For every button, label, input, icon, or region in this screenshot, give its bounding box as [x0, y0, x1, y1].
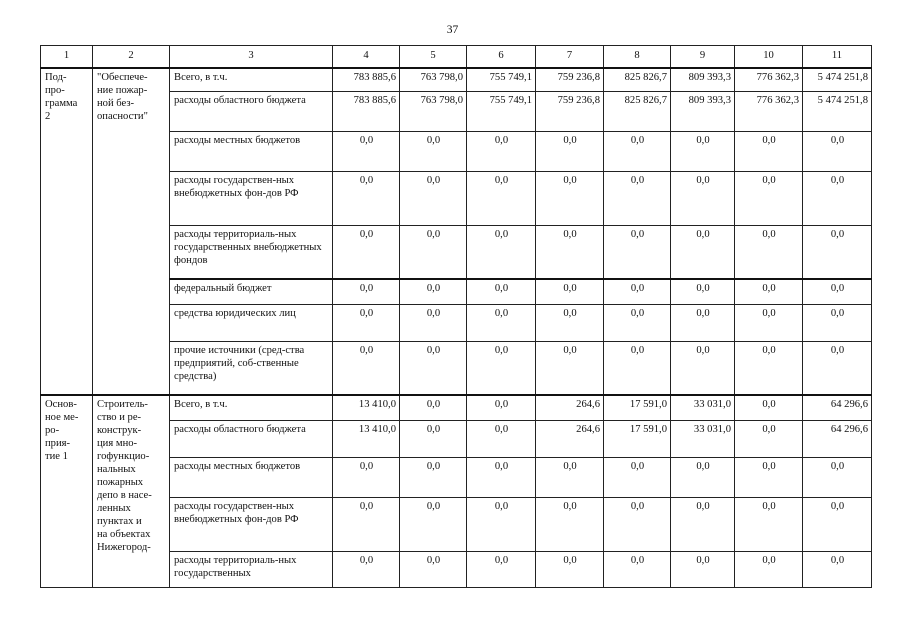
- value-cell: 0,0: [333, 457, 400, 497]
- value-cell: 0,0: [671, 304, 735, 341]
- value-cell: 0,0: [400, 497, 467, 551]
- value-cell: 0,0: [467, 341, 536, 395]
- value-cell: 0,0: [735, 279, 803, 304]
- funding-source-label: Всего, в т.ч.: [170, 395, 333, 420]
- value-cell: 0,0: [536, 131, 604, 171]
- section-code-cell: Основ- ное ме- ро- прия- тие 1: [41, 395, 93, 587]
- value-cell: 0,0: [536, 341, 604, 395]
- value-cell: 0,0: [671, 341, 735, 395]
- value-cell: 0,0: [467, 420, 536, 457]
- value-cell: 0,0: [803, 497, 872, 551]
- value-cell: 0,0: [735, 304, 803, 341]
- value-cell: 0,0: [735, 171, 803, 225]
- header-cell: 2: [93, 46, 170, 69]
- funding-source-label: средства юридических лиц: [170, 304, 333, 341]
- value-cell: 0,0: [333, 279, 400, 304]
- header-row: [41, 46, 872, 69]
- value-cell: 0,0: [671, 171, 735, 225]
- header-cell: 3: [170, 46, 333, 69]
- value-cell: 33 031,0: [671, 420, 735, 457]
- value-cell: 0,0: [333, 225, 400, 279]
- value-cell: 0,0: [604, 279, 671, 304]
- value-cell: 0,0: [803, 304, 872, 341]
- table-row: [41, 68, 872, 91]
- value-cell: 0,0: [536, 551, 604, 587]
- value-cell: 0,0: [604, 341, 671, 395]
- value-cell: 0,0: [536, 457, 604, 497]
- value-cell: 5 474 251,8: [803, 91, 872, 131]
- header-cell: 9: [671, 46, 735, 69]
- header-cell: 6: [467, 46, 536, 69]
- value-cell: 755 749,1: [467, 91, 536, 131]
- value-cell: 0,0: [604, 304, 671, 341]
- value-cell: 0,0: [536, 225, 604, 279]
- value-cell: 0,0: [400, 341, 467, 395]
- value-cell: 0,0: [536, 171, 604, 225]
- value-cell: 0,0: [400, 225, 467, 279]
- value-cell: 0,0: [536, 279, 604, 304]
- value-cell: 64 296,6: [803, 395, 872, 420]
- value-cell: 0,0: [333, 171, 400, 225]
- value-cell: 33 031,0: [671, 395, 735, 420]
- value-cell: 763 798,0: [400, 68, 467, 91]
- value-cell: 0,0: [671, 225, 735, 279]
- section-title-cell: "Обеспече- ние пожар- ной без- опасности": [93, 68, 170, 395]
- value-cell: 776 362,3: [735, 91, 803, 131]
- value-cell: 0,0: [333, 304, 400, 341]
- value-cell: 0,0: [400, 395, 467, 420]
- header-cell: 5: [400, 46, 467, 69]
- funding-source-label: прочие источники (сред-ства предприятий, соб-ственные средства): [170, 341, 333, 395]
- funding-source-label: расходы областного бюджета: [170, 420, 333, 457]
- value-cell: 0,0: [467, 395, 536, 420]
- value-cell: 783 885,6: [333, 91, 400, 131]
- funding-source-label: расходы территориаль-ных государственных внебюджетных фондов: [170, 225, 333, 279]
- funding-source-label: расходы областного бюджета: [170, 91, 333, 131]
- value-cell: 0,0: [803, 131, 872, 171]
- value-cell: 825 826,7: [604, 68, 671, 91]
- value-cell: 0,0: [735, 131, 803, 171]
- value-cell: 0,0: [803, 171, 872, 225]
- section-title-cell: Строитель- ство и ре- конструк- ция мно- гофункцио- нальных пожарных депо в насе- ленных пунктах и на объектах Нижегород-: [93, 395, 170, 587]
- value-cell: 0,0: [333, 551, 400, 587]
- value-cell: 759 236,8: [536, 68, 604, 91]
- value-cell: 0,0: [467, 279, 536, 304]
- value-cell: 0,0: [671, 279, 735, 304]
- value-cell: 0,0: [467, 225, 536, 279]
- value-cell: 0,0: [671, 551, 735, 587]
- header-cell: 7: [536, 46, 604, 69]
- value-cell: 0,0: [671, 457, 735, 497]
- value-cell: 825 826,7: [604, 91, 671, 131]
- header-cell: 1: [41, 46, 93, 69]
- value-cell: 0,0: [536, 304, 604, 341]
- value-cell: 0,0: [671, 131, 735, 171]
- value-cell: 0,0: [467, 457, 536, 497]
- value-cell: 0,0: [400, 420, 467, 457]
- value-cell: 0,0: [604, 497, 671, 551]
- value-cell: 0,0: [735, 395, 803, 420]
- value-cell: 0,0: [735, 225, 803, 279]
- value-cell: 0,0: [467, 304, 536, 341]
- value-cell: 13 410,0: [333, 395, 400, 420]
- budget-table: [40, 45, 872, 588]
- value-cell: 0,0: [536, 497, 604, 551]
- value-cell: 264,6: [536, 420, 604, 457]
- value-cell: 0,0: [735, 457, 803, 497]
- value-cell: 0,0: [604, 225, 671, 279]
- value-cell: 0,0: [333, 341, 400, 395]
- value-cell: 0,0: [604, 131, 671, 171]
- value-cell: 0,0: [735, 341, 803, 395]
- funding-source-label: Всего, в т.ч.: [170, 68, 333, 91]
- section-code-cell: Под- про- грамма 2: [41, 68, 93, 395]
- value-cell: 0,0: [803, 279, 872, 304]
- table-body: [41, 68, 872, 587]
- value-cell: 0,0: [803, 457, 872, 497]
- funding-source-label: федеральный бюджет: [170, 279, 333, 304]
- value-cell: 0,0: [604, 171, 671, 225]
- funding-source-label: расходы местных бюджетов: [170, 131, 333, 171]
- value-cell: 0,0: [333, 497, 400, 551]
- value-cell: 783 885,6: [333, 68, 400, 91]
- value-cell: 17 591,0: [604, 420, 671, 457]
- header-cell: 11: [803, 46, 872, 69]
- value-cell: 0,0: [400, 457, 467, 497]
- value-cell: 0,0: [333, 131, 400, 171]
- value-cell: 763 798,0: [400, 91, 467, 131]
- value-cell: 13 410,0: [333, 420, 400, 457]
- value-cell: 0,0: [400, 171, 467, 225]
- funding-source-label: расходы государствен-ных внебюджетных фон-дов РФ: [170, 171, 333, 225]
- value-cell: 0,0: [604, 457, 671, 497]
- value-cell: 0,0: [735, 497, 803, 551]
- page-number: 37: [446, 24, 459, 36]
- value-cell: 755 749,1: [467, 68, 536, 91]
- header-cell: 4: [333, 46, 400, 69]
- value-cell: 759 236,8: [536, 91, 604, 131]
- funding-source-label: расходы местных бюджетов: [170, 457, 333, 497]
- value-cell: 0,0: [400, 551, 467, 587]
- value-cell: 0,0: [735, 420, 803, 457]
- value-cell: 0,0: [803, 225, 872, 279]
- value-cell: 0,0: [400, 279, 467, 304]
- funding-source-label: расходы государствен-ных внебюджетных фон-дов РФ: [170, 497, 333, 551]
- value-cell: 64 296,6: [803, 420, 872, 457]
- value-cell: 17 591,0: [604, 395, 671, 420]
- value-cell: 0,0: [467, 551, 536, 587]
- value-cell: 0,0: [803, 551, 872, 587]
- value-cell: 264,6: [536, 395, 604, 420]
- value-cell: 0,0: [467, 131, 536, 171]
- value-cell: 0,0: [400, 304, 467, 341]
- value-cell: 0,0: [400, 131, 467, 171]
- value-cell: 5 474 251,8: [803, 68, 872, 91]
- value-cell: 776 362,3: [735, 68, 803, 91]
- value-cell: 809 393,3: [671, 91, 735, 131]
- value-cell: 0,0: [467, 497, 536, 551]
- value-cell: 0,0: [671, 497, 735, 551]
- header-cell: 10: [735, 46, 803, 69]
- table-row: [41, 395, 872, 420]
- value-cell: 809 393,3: [671, 68, 735, 91]
- header-cell: 8: [604, 46, 671, 69]
- value-cell: 0,0: [467, 171, 536, 225]
- value-cell: 0,0: [604, 551, 671, 587]
- value-cell: 0,0: [803, 341, 872, 395]
- value-cell: 0,0: [735, 551, 803, 587]
- funding-source-label: расходы территориаль-ных государственных: [170, 551, 333, 587]
